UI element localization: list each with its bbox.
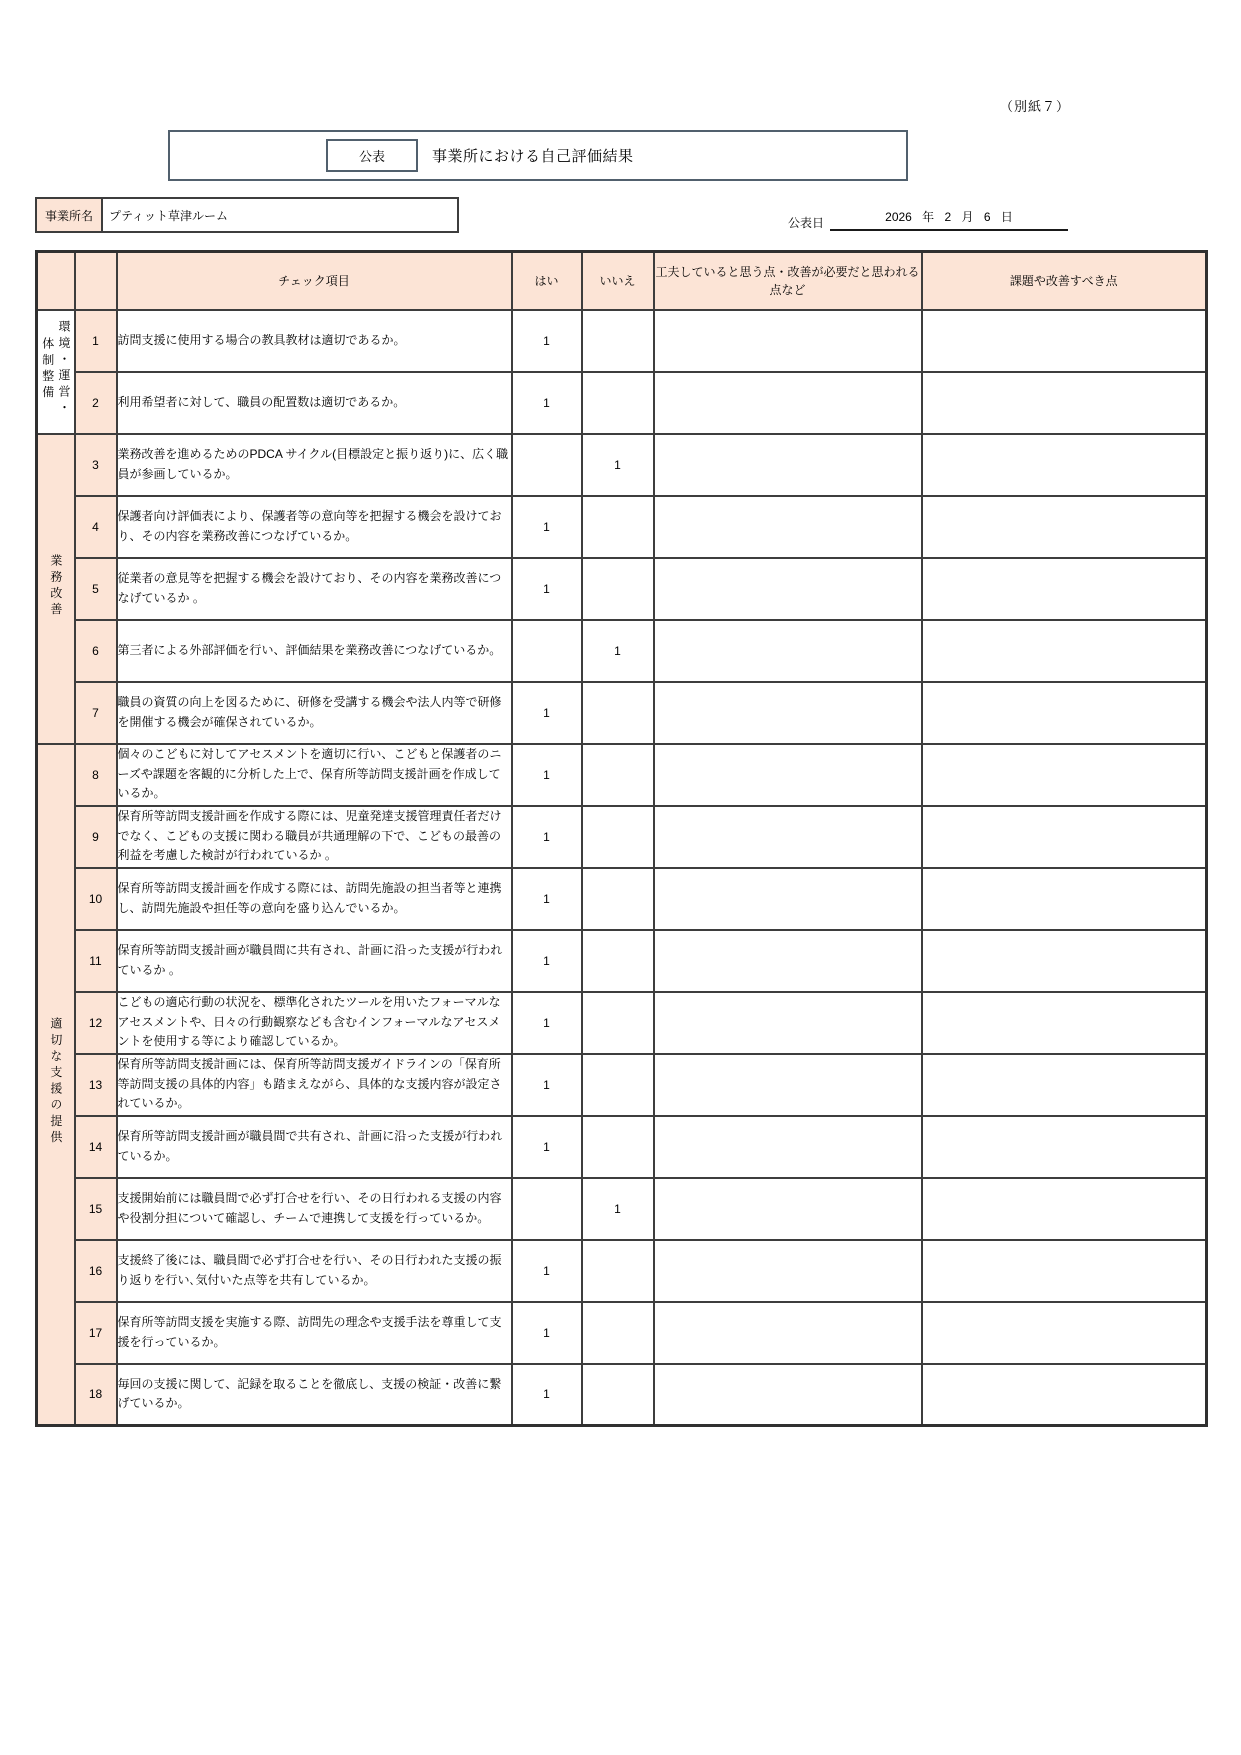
header-number-corner [75, 252, 117, 310]
yes-value-cell: 1 [512, 1054, 582, 1116]
check-item-cell: 訪問支援に使用する場合の教具教材は適切であるか。 [117, 310, 512, 372]
no-value-cell [582, 1054, 654, 1116]
yes-value-cell: 1 [512, 992, 582, 1054]
publish-date-line [788, 208, 1068, 231]
no-value-cell [582, 1302, 654, 1364]
kadai-comment-cell [922, 1178, 1207, 1240]
no-value-cell [582, 930, 654, 992]
no-value-cell [582, 1364, 654, 1426]
kufu-comment-cell [654, 372, 922, 434]
header-category-corner [37, 252, 75, 310]
table-row [37, 1302, 1207, 1364]
no-value-cell [582, 744, 654, 806]
yes-value-cell: 1 [512, 1116, 582, 1178]
row-number-cell: 18 [75, 1364, 117, 1426]
row-number-cell: 15 [75, 1178, 117, 1240]
table-row [37, 1178, 1207, 1240]
kadai-comment-cell [922, 868, 1207, 930]
section-label: 業務改善 [48, 553, 63, 619]
header-kufu: 工夫していると思う点・改善が必要だと思われる点など [654, 252, 922, 310]
kufu-comment-cell [654, 434, 922, 496]
check-item-cell: こどもの適応行動の状況を、標準化されたツールを用いたフォーマルなアセスメントや、日々の行動観察なども含むインフォーマルなアセスメントを使用する等により確認しているか。 [117, 992, 512, 1054]
row-number-cell: 13 [75, 1054, 117, 1116]
kufu-comment-cell [654, 682, 922, 744]
kadai-comment-cell [922, 930, 1207, 992]
yes-value-cell: 1 [512, 744, 582, 806]
row-number-cell: 16 [75, 1240, 117, 1302]
no-value-cell [582, 310, 654, 372]
yes-value-cell: 1 [512, 682, 582, 744]
row-number-cell: 11 [75, 930, 117, 992]
kufu-comment-cell [654, 620, 922, 682]
check-item-cell: 保育所等訪問支援計画が職員間で共有され、計画に沿った支援が行われているか。 [117, 1116, 512, 1178]
evaluation-table [35, 250, 1208, 1427]
row-number-cell: 7 [75, 682, 117, 744]
no-value-cell [582, 682, 654, 744]
kufu-comment-cell [654, 1116, 922, 1178]
kufu-comment-cell [654, 868, 922, 930]
yes-value-cell: 1 [512, 310, 582, 372]
kufu-comment-cell [654, 1054, 922, 1116]
row-number-cell: 3 [75, 434, 117, 496]
kadai-comment-cell [922, 1240, 1207, 1302]
yes-value-cell: 1 [512, 1240, 582, 1302]
yes-value-cell [512, 434, 582, 496]
check-item-cell: 個々のこどもに対してアセスメントを適切に行い、こどもと保護者のニーズや課題を客観的に分析した上で、保育所等訪問支援計画を作成しているか。 [117, 744, 512, 806]
publish-tag: 公表 [326, 139, 418, 172]
section-label-cell [37, 310, 75, 434]
no-value-cell [582, 372, 654, 434]
kadai-comment-cell [922, 744, 1207, 806]
check-item-cell: 従業者の意見等を把握する機会を設けており、その内容を業務改善につなげているか 。 [117, 558, 512, 620]
table-row [37, 372, 1207, 434]
row-number-cell: 8 [75, 744, 117, 806]
no-value-cell [582, 992, 654, 1054]
kufu-comment-cell [654, 806, 922, 868]
no-value-cell [582, 1116, 654, 1178]
kufu-comment-cell [654, 992, 922, 1054]
check-item-cell: 業務改善を進めるためのPDCA サイクル(目標設定と振り返り)に、広く職員が参画しているか。 [117, 434, 512, 496]
kadai-comment-cell [922, 992, 1207, 1054]
table-row [37, 1240, 1207, 1302]
kadai-comment-cell [922, 620, 1207, 682]
check-item-cell: 支援終了後には、職員間で必ず打合せを行い、その日行われた支援の振り返りを行い､気付いた点等を共有しているか。 [117, 1240, 512, 1302]
kufu-comment-cell [654, 930, 922, 992]
yes-value-cell: 1 [512, 868, 582, 930]
kufu-comment-cell [654, 310, 922, 372]
row-number-cell: 6 [75, 620, 117, 682]
page-title: 事業所における自己評価結果 [432, 148, 634, 165]
check-item-cell: 保育所等訪問支援計画には、保育所等訪問支援ガイドラインの「保育所等訪問支援の具体的内容」も踏まえながら、具体的な支援内容が設定されているか。 [117, 1054, 512, 1116]
header-no: いいえ [582, 252, 654, 310]
kadai-comment-cell [922, 496, 1207, 558]
table-row [37, 310, 1207, 372]
check-item-cell: 保護者向け評価表により、保護者等の意向等を把握する機会を設けており、その内容を業務改善につなげているか。 [117, 496, 512, 558]
section-label: 環境・運営・体制整備 [40, 320, 71, 418]
table-row [37, 496, 1207, 558]
check-item-cell: 職員の資質の向上を図るために、研修を受講する機会や法人内等で研修を開催する機会が確保されているか。 [117, 682, 512, 744]
check-item-cell: 利用希望者に対して、職員の配置数は適切であるか。 [117, 372, 512, 434]
table-row [37, 558, 1207, 620]
table-row [37, 868, 1207, 930]
attachment-number-note: （別紙７） [1000, 99, 1071, 114]
yes-value-cell: 1 [512, 496, 582, 558]
no-value-cell [582, 806, 654, 868]
kadai-comment-cell [922, 372, 1207, 434]
row-number-cell: 5 [75, 558, 117, 620]
table-row [37, 1116, 1207, 1178]
kadai-comment-cell [922, 1054, 1207, 1116]
table-row [37, 434, 1207, 496]
table-row [37, 806, 1207, 868]
check-item-cell: 第三者による外部評価を行い、評価結果を業務改善につなげているか。 [117, 620, 512, 682]
table-header-row [37, 252, 1207, 310]
office-name-value: プティット草津ルーム [109, 208, 229, 223]
kadai-comment-cell [922, 434, 1207, 496]
row-number-cell: 1 [75, 310, 117, 372]
yes-value-cell: 1 [512, 372, 582, 434]
check-item-cell: 毎回の支援に関して、記録を取ることを徹底し、支援の検証・改善に繋げているか。 [117, 1364, 512, 1426]
table-row [37, 992, 1207, 1054]
kadai-comment-cell [922, 1364, 1207, 1426]
yes-value-cell: 1 [512, 1364, 582, 1426]
kadai-comment-cell [922, 558, 1207, 620]
yes-value-cell [512, 1178, 582, 1240]
header-check-item: チェック項目 [117, 252, 512, 310]
check-item-cell: 保育所等訪問支援計画を作成する際には、児童発達支援管理責任者だけでなく、こどもの支援に関わる職員が共通理解の下で、こどもの最善の利益を考慮した検討が行われているか 。 [117, 806, 512, 868]
yes-value-cell: 1 [512, 558, 582, 620]
check-item-cell: 保育所等訪問支援計画が職員間に共有され、計画に沿った支援が行われているか 。 [117, 930, 512, 992]
table-row [37, 1364, 1207, 1426]
no-value-cell: 1 [582, 1178, 654, 1240]
table-row [37, 682, 1207, 744]
header-kadai: 課題や改善すべき点 [922, 252, 1207, 310]
kadai-comment-cell [922, 682, 1207, 744]
no-value-cell: 1 [582, 434, 654, 496]
kufu-comment-cell [654, 496, 922, 558]
yes-value-cell: 1 [512, 930, 582, 992]
kadai-comment-cell [922, 1302, 1207, 1364]
no-value-cell [582, 1240, 654, 1302]
office-name-label: 事業所名 [37, 199, 103, 231]
kadai-comment-cell [922, 806, 1207, 868]
row-number-cell: 10 [75, 868, 117, 930]
yes-value-cell: 1 [512, 1302, 582, 1364]
evaluation-table-body [37, 310, 1207, 1426]
no-value-cell [582, 558, 654, 620]
kufu-comment-cell [654, 558, 922, 620]
row-number-cell: 14 [75, 1116, 117, 1178]
row-number-cell: 2 [75, 372, 117, 434]
publish-date-value: 2026 年 2 月 6 日 [830, 208, 1068, 231]
table-row [37, 930, 1207, 992]
no-value-cell [582, 496, 654, 558]
yes-value-cell [512, 620, 582, 682]
kufu-comment-cell [654, 1178, 922, 1240]
table-row [37, 1054, 1207, 1116]
office-name-box [35, 197, 459, 233]
row-number-cell: 9 [75, 806, 117, 868]
kufu-comment-cell [654, 1302, 922, 1364]
row-number-cell: 17 [75, 1302, 117, 1364]
publish-date-label: 公表日 [788, 216, 825, 230]
row-number-cell: 4 [75, 496, 117, 558]
check-item-cell: 支援開始前には職員間で必ず打合せを行い、その日行われる支援の内容や役割分担について確認し、チームで連携して支援を行っているか。 [117, 1178, 512, 1240]
kadai-comment-cell [922, 1116, 1207, 1178]
row-number-cell: 12 [75, 992, 117, 1054]
kufu-comment-cell [654, 744, 922, 806]
section-label: 適切な支援の提供 [48, 1016, 63, 1147]
kufu-comment-cell [654, 1240, 922, 1302]
check-item-cell: 保育所等訪問支援計画を作成する際には、訪問先施設の担当者等と連携し、訪問先施設や担任等の意向を盛り込んでいるか。 [117, 868, 512, 930]
no-value-cell: 1 [582, 620, 654, 682]
yes-value-cell: 1 [512, 806, 582, 868]
table-row [37, 620, 1207, 682]
check-item-cell: 保育所等訪問支援を実施する際、訪問先の理念や支援手法を尊重して支援を行っているか。 [117, 1302, 512, 1364]
no-value-cell [582, 868, 654, 930]
kufu-comment-cell [654, 1364, 922, 1426]
header-yes: はい [512, 252, 582, 310]
section-label-cell [37, 434, 75, 744]
title-box [168, 130, 908, 181]
table-row [37, 744, 1207, 806]
section-label-cell [37, 744, 75, 1426]
kadai-comment-cell [922, 310, 1207, 372]
